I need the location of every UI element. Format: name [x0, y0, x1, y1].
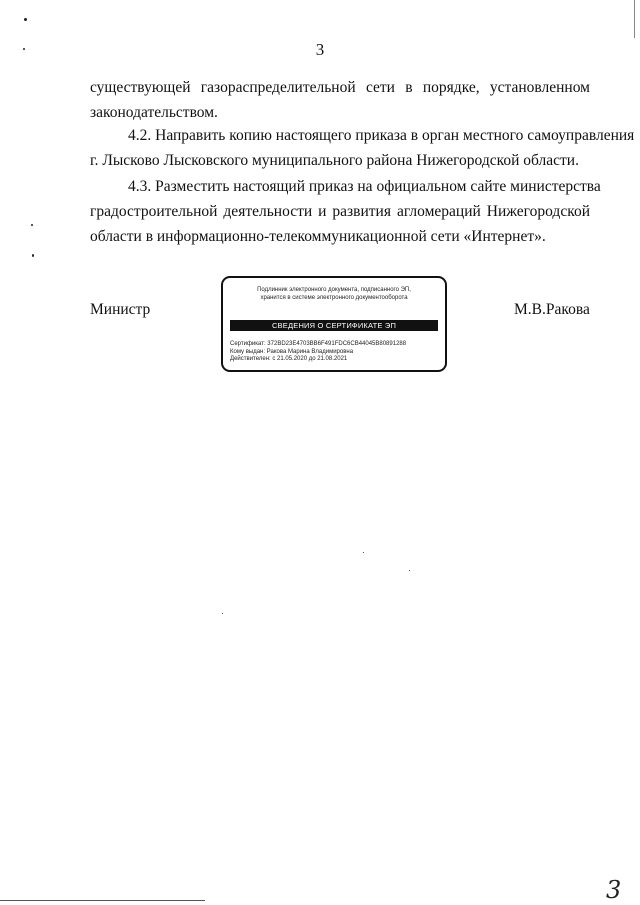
paragraph-line: существующей газораспределительной сети в порядке, установленном: [90, 79, 590, 96]
scan-speck: [222, 613, 223, 614]
paragraph-1: [90, 75, 590, 125]
paragraph-line: законодательством.: [90, 104, 218, 121]
paragraph-line: градостроительной деятельности и развития агломераций Нижегородской: [90, 203, 590, 220]
stamp-notice: [223, 286, 445, 302]
paragraph-2: [90, 123, 635, 173]
page-number: 3: [315, 40, 325, 59]
stamp-details: [230, 341, 438, 364]
scan-speck: [24, 18, 27, 21]
certificate-owner: Кому выдан: Ракова Марина Владимировна: [230, 348, 354, 355]
certificate-validity: Действителен: с 21.05.2020 до 21.08.2021: [230, 356, 348, 362]
scan-edge-line: [634, 0, 635, 38]
footer-line: [0, 900, 205, 901]
signer-title: Министр: [90, 301, 151, 318]
scan-speck: [363, 552, 364, 553]
scan-speck: [409, 570, 410, 571]
scan-speck: [23, 48, 25, 50]
paragraph-line: области в информационно-телекоммуникационной сети «Интернет».: [90, 228, 546, 245]
paragraph-line: 4.3. Разместить настоящий приказ на официальном сайте министерства: [128, 178, 601, 195]
handwritten-page-mark: 3: [606, 876, 622, 904]
certificate-number: Сертификат: 372BD23E4703BB6F491FDC6CB44045B80891288: [230, 341, 407, 347]
scan-speck: [32, 254, 34, 257]
stamp-notice-line: Подлинник электронного документа, подписанного ЭП,: [257, 287, 411, 293]
scan-speck: [31, 224, 33, 226]
stamp-header: СВЕДЕНИЯ О СЕРТИФИКАТЕ ЭП: [230, 320, 438, 331]
paragraph-3: [90, 174, 601, 249]
e-signature-stamp: [221, 276, 447, 372]
stamp-notice-line: хранится в системе электронного документооборота: [260, 295, 408, 301]
signer-name: М.В.Ракова: [514, 301, 590, 318]
paragraph-line: г. Лысково Лысковского муниципального района Нижегородской области.: [90, 152, 579, 169]
paragraph-line: 4.2. Направить копию настоящего приказа в орган местного самоуправления: [128, 127, 635, 144]
